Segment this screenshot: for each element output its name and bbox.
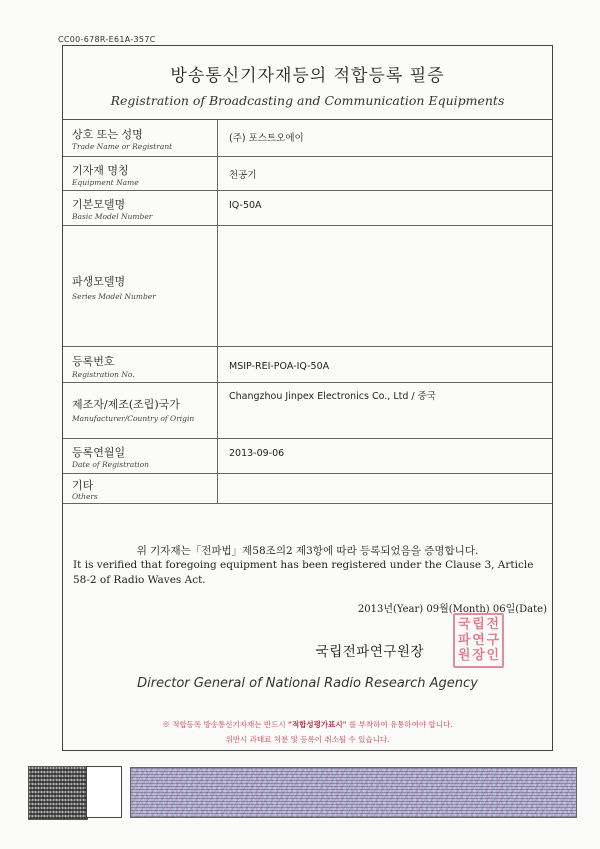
- seal-char: 구: [486, 632, 500, 648]
- seal-char: 전: [486, 617, 500, 632]
- notice-line-2: 위반시 과태료 처분 및 등록이 취소될 수 있습니다.: [225, 735, 390, 744]
- issuer-english: Director General of National Radio Research Agency: [137, 676, 478, 691]
- certificate-title-english: Registration of Broadcasting and Communication Equipments: [110, 93, 505, 108]
- trade-name-label-en: Trade Name or Registrant: [72, 142, 173, 151]
- issuer-korean: 국립전파연구원장: [315, 644, 424, 660]
- seal-char: 국: [457, 617, 471, 632]
- row-basic-model: [63, 191, 552, 226]
- others-label-ko: 기타: [72, 479, 94, 492]
- notice-highlight: "적합성평가표시": [288, 720, 347, 729]
- registration-no-label-ko: 등록번호: [72, 355, 115, 368]
- trade-name-value: (주) 포스트오에이: [229, 133, 304, 144]
- basic-model-label-en: Basic Model Number: [72, 212, 153, 221]
- label-cell: [63, 226, 218, 346]
- row-trade-name: [63, 120, 552, 157]
- label-cell: [63, 439, 218, 473]
- trade-name-label-ko: 상호 또는 성명: [72, 128, 143, 141]
- registration-date-label-ko: 등록연월일: [72, 446, 126, 459]
- registration-date-value: 2013-09-06: [229, 448, 285, 459]
- seal-char: 원: [457, 648, 471, 664]
- document-code: CC00-678R-E61A-357C: [58, 35, 156, 44]
- declaration-english: It is verified that foregoing equipment has been registered under the Clause 3, Article 58-2 of Radio Waves Act.: [73, 559, 534, 586]
- equipment-name-value: 천공기: [229, 170, 257, 181]
- row-registration-date: [63, 439, 552, 474]
- registration-date-label-en: Date of Registration: [72, 460, 149, 469]
- row-registration-no: [63, 347, 552, 383]
- registration-no-value: MSIP-REI-POA-IQ-50A: [229, 361, 330, 372]
- manufacturer-label-en: Manufacturer/Country of Origin: [72, 414, 195, 423]
- equipment-name-label-en: Equipment Name: [72, 178, 139, 187]
- label-cell: [63, 157, 218, 190]
- notice-prefix: ※ 적합등록 방송통신기자재는 반드시: [162, 720, 286, 729]
- notice-suffix: 를 부착하여 유통하여야 합니다.: [348, 720, 453, 729]
- manufacturer-label-ko: 제조자/제조(조립)국가: [72, 398, 180, 411]
- basic-model-value: IQ-50A: [229, 200, 262, 211]
- declaration-korean: 위 기자재는「전파법」제58조의2 제3항에 따라 등록되었음을 증명합니다.: [136, 545, 479, 557]
- equipment-name-label-ko: 기자재 명칭: [72, 164, 129, 177]
- seal-char: 인: [486, 648, 500, 664]
- certificate-frame: [62, 45, 553, 751]
- basic-model-label-ko: 기본모델명: [72, 198, 126, 211]
- others-label-en: Others: [72, 492, 98, 501]
- seal-characters: [457, 617, 500, 664]
- label-cell: [63, 191, 218, 225]
- series-model-label-en: Series Model Number: [72, 292, 156, 301]
- registration-no-label-en: Registration No.: [72, 370, 135, 379]
- official-seal: [453, 613, 504, 668]
- row-manufacturer: [63, 383, 552, 439]
- certificate-title-korean: 방송통신기자재등의 적합등록 필증: [170, 66, 445, 86]
- label-cell: [63, 347, 218, 382]
- security-pattern-strip: [130, 767, 577, 818]
- seal-char: 파: [457, 632, 471, 648]
- blank-box: [86, 766, 122, 818]
- series-model-label-ko: 파생모델명: [72, 275, 126, 288]
- manufacturer-value: Changzhou Jinpex Electronics Co., Ltd / 중국: [229, 391, 436, 402]
- issue-date: 2013년(Year) 09월(Month) 06일(Date): [357, 604, 547, 615]
- seal-char: 연: [472, 632, 485, 648]
- label-cell: [63, 383, 218, 438]
- registration-table: [63, 119, 552, 504]
- security-pattern-left: [28, 766, 88, 820]
- row-equipment-name: [63, 157, 552, 191]
- label-cell: [63, 474, 218, 503]
- notice-line-1: [63, 719, 552, 730]
- row-others: [63, 474, 552, 504]
- row-series-model: [63, 226, 552, 347]
- label-cell: [63, 120, 218, 156]
- seal-char: 립: [472, 617, 485, 632]
- seal-char: 장: [472, 648, 485, 664]
